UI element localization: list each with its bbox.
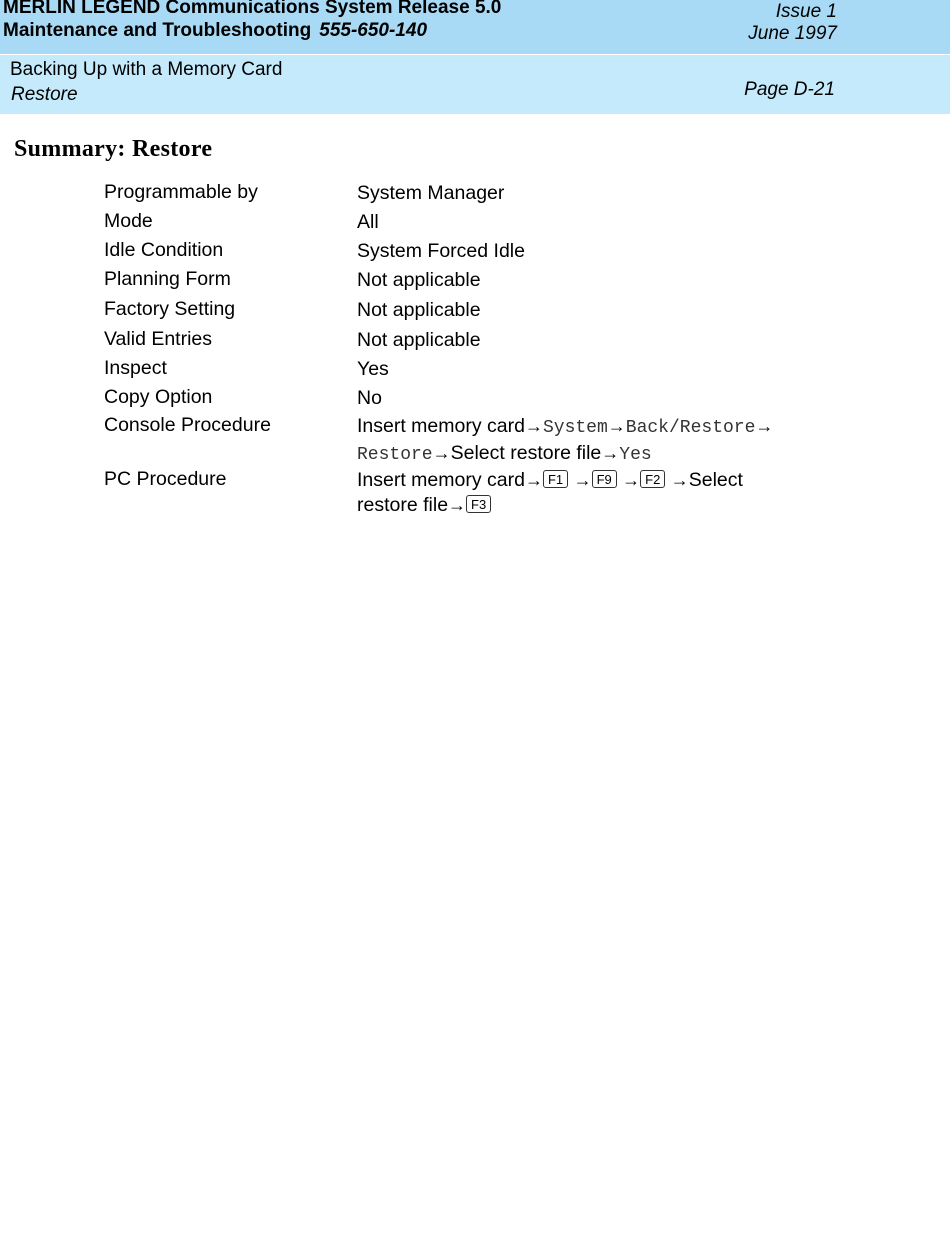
arrow-icon: → [622, 470, 641, 490]
menu-option: System [542, 418, 608, 438]
row-label: Console Procedure [104, 414, 271, 436]
row-label: Idle Condition [104, 239, 224, 261]
arrow-icon: → [432, 443, 451, 463]
row-value: All [357, 211, 379, 233]
pc-procedure-steps [357, 468, 827, 518]
arrow-icon: → [573, 470, 592, 490]
row-value: Not applicable [357, 329, 481, 351]
arrow-icon: → [755, 416, 774, 436]
section-header [0, 55, 950, 114]
row-label: PC Procedure [104, 468, 227, 490]
arrow-icon: → [607, 416, 626, 436]
step-text: Select restore file [450, 442, 602, 464]
menu-option: Restore [357, 445, 433, 465]
menu-option: Back/Restore [625, 418, 756, 438]
row-value: Not applicable [357, 269, 481, 291]
row-label: Programmable by [104, 181, 258, 203]
step-text: restore file [357, 494, 449, 516]
issue-date: June 1997 [748, 23, 837, 44]
menu-option: Yes [619, 445, 652, 465]
arrow-icon: → [524, 470, 543, 490]
step-text: Insert memory card [357, 415, 525, 437]
row-value: Not applicable [357, 299, 481, 321]
step-text: Insert memory card [357, 469, 525, 491]
function-key: F2 [640, 470, 665, 488]
section-title: Backing Up with a Memory Card [10, 59, 283, 80]
row-label: Inspect [104, 357, 167, 379]
row-label: Mode [104, 210, 153, 232]
arrow-icon: → [448, 495, 467, 515]
document-header [0, 0, 950, 55]
summary-heading: Summary: Restore [14, 136, 213, 162]
subsection-title: Restore [11, 84, 78, 105]
row-value: System Manager [357, 182, 505, 204]
arrow-icon: → [601, 443, 620, 463]
console-procedure-steps [357, 414, 827, 468]
step-text: Select [688, 469, 743, 491]
row-value: System Forced Idle [357, 240, 525, 262]
function-key: F9 [592, 470, 617, 488]
row-value: Yes [357, 358, 389, 380]
subtitle-text: Maintenance and Troubleshooting [3, 20, 312, 41]
arrow-icon: → [524, 416, 543, 436]
document-subtitle [3, 20, 427, 42]
document-number: 555-650-140 [319, 20, 428, 41]
row-label: Factory Setting [104, 298, 236, 320]
issue-label: Issue 1 [775, 1, 837, 22]
arrow-icon: → [670, 470, 689, 490]
row-label: Copy Option [104, 386, 213, 408]
page-number: Page D-21 [744, 79, 835, 100]
function-key: F1 [543, 470, 568, 488]
row-label: Valid Entries [104, 328, 213, 350]
function-key: F3 [466, 495, 491, 513]
row-value: No [357, 387, 382, 409]
row-label: Planning Form [104, 268, 231, 290]
document-title: MERLIN LEGEND Communications System Release 5.0 [3, 0, 502, 18]
